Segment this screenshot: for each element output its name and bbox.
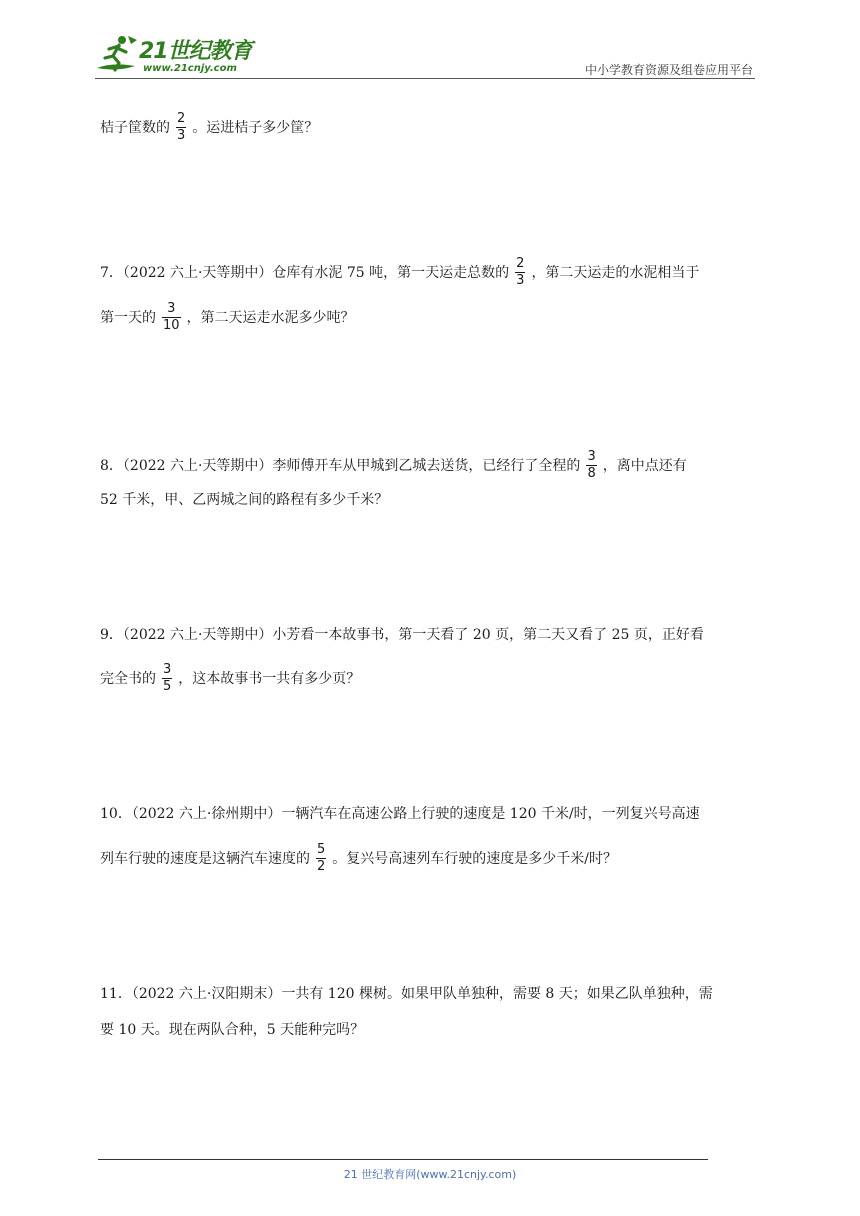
q7-fraction-2 bbox=[162, 302, 181, 333]
question-10-line-2 bbox=[100, 843, 760, 874]
fraction-numerator: 2 bbox=[177, 111, 186, 126]
fraction-denominator: 5 bbox=[163, 679, 172, 694]
q11-line1-text: 11．（2022 六上·汉阳期末）一共有 120 棵树。如果甲队单独种，需要 8 天；如果乙队单独种，需 bbox=[100, 986, 713, 1002]
question-11-line-2 bbox=[100, 1020, 760, 1040]
fraction-denominator: 3 bbox=[177, 128, 186, 143]
fraction-denominator: 2 bbox=[317, 859, 326, 874]
brand-name: 21世纪教育 bbox=[139, 39, 252, 64]
fraction-numerator: 2 bbox=[516, 256, 525, 271]
q7-text-post: ，第二天运走的水泥相当于 bbox=[531, 264, 700, 281]
question-9-line-1 bbox=[100, 625, 760, 645]
q8-text-pre: 8．（2022 六上·天等期中）李师傅开车从甲城到乙城去送货，已经行了全程的 bbox=[100, 457, 581, 474]
question-8-line-1 bbox=[100, 450, 760, 481]
q9-line1-text: 9．（2022 六上·天等期中）小芳看一本故事书，第一天看了 20 页，第二天又看了 25 页，正好看 bbox=[100, 627, 704, 643]
fraction-denominator: 8 bbox=[587, 466, 596, 481]
header-divider bbox=[95, 78, 755, 79]
q7-text-pre: 7．（2022 六上·天等期中）仓库有水泥 75 吨，第一天运走总数的 bbox=[100, 264, 510, 281]
q9-line2-pre: 完全书的 bbox=[100, 670, 156, 687]
footer-link[interactable]: 21 世纪教育网(www.21cnjy.com) bbox=[343, 1168, 517, 1181]
fraction-denominator: 10 bbox=[163, 318, 180, 333]
site-logo bbox=[95, 32, 265, 78]
q7-line2-pre: 第一天的 bbox=[100, 309, 156, 326]
runner-logo-icon bbox=[95, 32, 141, 78]
question-11-line-1 bbox=[100, 984, 760, 1004]
q8-line2-text: 52 千米，甲、乙两城之间的路程有多少千米？ bbox=[100, 492, 389, 508]
fraction-numerator: 3 bbox=[167, 301, 176, 316]
question-6-line-1 bbox=[100, 112, 760, 143]
footer-divider bbox=[98, 1159, 708, 1160]
q7-line2-post: ，第二天运走水泥多少吨？ bbox=[186, 309, 355, 326]
platform-title: 中小学教育资源及组卷应用平台 bbox=[584, 63, 753, 77]
question-9-line-2 bbox=[100, 663, 760, 694]
question-7-line-2 bbox=[100, 302, 760, 333]
page-header bbox=[95, 28, 755, 80]
q9-fraction bbox=[162, 663, 172, 694]
fraction-numerator: 3 bbox=[587, 449, 596, 464]
q8-fraction bbox=[586, 450, 596, 481]
q7-fraction-1 bbox=[515, 257, 525, 288]
q10-line1-text: 10．（2022 六上·徐州期中）一辆汽车在高速公路上行驶的速度是 120 千米/时，一列复兴号高速 bbox=[100, 806, 700, 822]
q9-line2-post: ，这本故事书一共有多少页？ bbox=[178, 670, 361, 687]
fraction-denominator: 3 bbox=[516, 273, 525, 288]
fraction-numerator: 5 bbox=[317, 842, 326, 857]
q8-text-post: ，离中点还有 bbox=[602, 457, 687, 474]
question-8-line-2 bbox=[100, 490, 760, 510]
q10-fraction bbox=[316, 843, 326, 874]
question-10-line-1 bbox=[100, 804, 760, 824]
q10-line2-pre: 列车行驶的速度是这辆汽车速度的 bbox=[100, 850, 310, 867]
q6-text-pre: 桔子筐数的 bbox=[100, 119, 170, 136]
fraction-numerator: 3 bbox=[163, 662, 172, 677]
q6-text-post: 。运进桔子多少筐？ bbox=[192, 119, 319, 136]
q6-fraction bbox=[176, 112, 186, 143]
q10-line2-post: 。复兴号高速列车行驶的速度是多少千米/时？ bbox=[332, 850, 617, 867]
question-7-line-1 bbox=[100, 257, 760, 288]
brand-url: www.21cnjy.com bbox=[143, 63, 237, 74]
q11-line2-text: 要 10 天。现在两队合种，5 天能种完吗？ bbox=[100, 1022, 365, 1038]
